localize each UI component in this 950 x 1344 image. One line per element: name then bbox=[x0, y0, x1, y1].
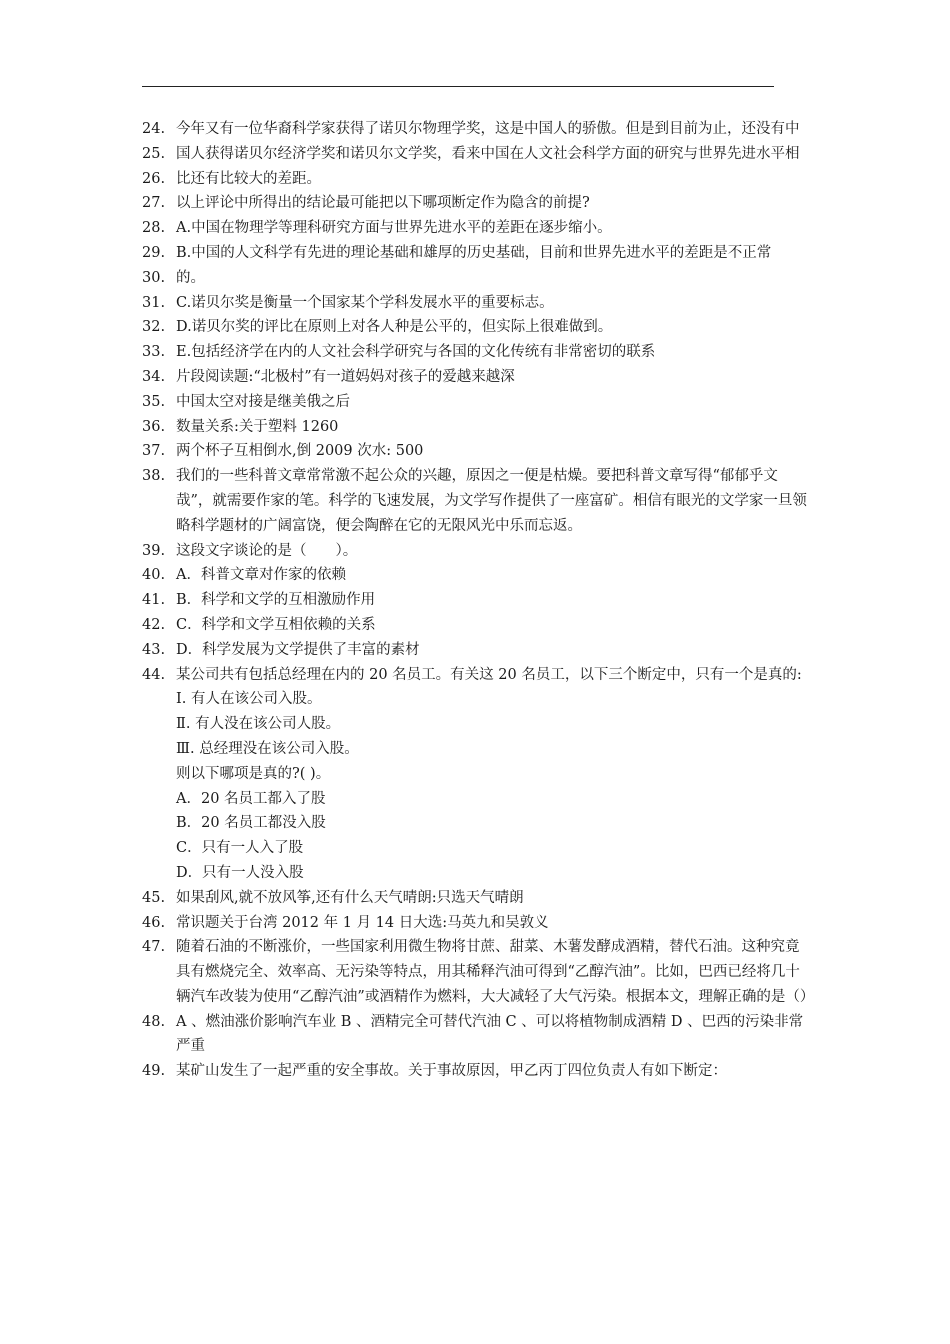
list-item bbox=[142, 241, 812, 266]
header-rule bbox=[142, 86, 774, 87]
item-number: 49. bbox=[142, 1063, 166, 1080]
item-text: 这段文字谈论的是（ ）。 bbox=[176, 542, 358, 559]
sub-item: Ⅲ. 总经理没在该公司入股。 bbox=[176, 740, 359, 757]
item-number: 24. bbox=[142, 121, 166, 137]
item-number: 37. bbox=[142, 443, 166, 460]
item-text: 两个杯子互相倒水,倒 2009 次水: 500 bbox=[176, 443, 424, 460]
item-text: 今年又有一位华裔科学家获得了诺贝尔物理学奖，这是中国人的骄傲。但是到目前为止，还没有中 bbox=[176, 121, 800, 137]
list-item bbox=[142, 315, 812, 340]
list-item bbox=[142, 439, 812, 464]
item-text: 我们的一些科普文章常常激不起公众的兴趣，原因之一便是枯燥。要把科普文章写得“郁郁乎文哉”，就需要作家的笔。科学的飞速发展，为文学写作提供了一座富矿。相信有眼光的文学家一旦领略科学题材的广阔富饶，便会陶醉在它的无限风光中乐而忘返。 bbox=[176, 468, 807, 534]
item-number: 47. bbox=[142, 939, 166, 956]
list-item bbox=[142, 216, 812, 241]
item-text: 中国太空对接是继美俄之后 bbox=[176, 393, 350, 410]
item-number: 38. bbox=[142, 468, 166, 485]
list-item bbox=[142, 638, 812, 663]
list-item bbox=[142, 663, 812, 688]
item-number: 40. bbox=[142, 567, 166, 584]
item-text: 数量关系:关于塑料 1260 bbox=[176, 418, 339, 435]
sub-item: D．只有一人没入股 bbox=[176, 864, 304, 881]
sub-item: A．20 名员工都入了股 bbox=[176, 790, 326, 807]
item-number: 30. bbox=[142, 269, 166, 286]
list-item bbox=[142, 266, 812, 291]
sub-item: B．20 名员工都没入股 bbox=[176, 815, 326, 832]
list-item bbox=[142, 464, 812, 538]
item-number: 48. bbox=[142, 1013, 166, 1030]
item-text: B.中国的人文科学有先进的理论基础和雄厚的历史基础，目前和世界先进水平的差距是不正常 bbox=[176, 244, 772, 261]
item-number: 43. bbox=[142, 641, 166, 658]
item-text: D．科学发展为文学提供了丰富的素材 bbox=[176, 641, 420, 658]
item-number: 28. bbox=[142, 220, 166, 237]
item-number: 27. bbox=[142, 195, 166, 212]
item-text: 某公司共有包括总经理在内的 20 名员工。有关这 20 名员工，以下三个断定中，只有一个是真的: bbox=[176, 666, 802, 683]
list-item bbox=[142, 613, 812, 638]
list-item bbox=[142, 588, 812, 613]
item-number: 34. bbox=[142, 368, 166, 385]
list-item bbox=[142, 563, 812, 588]
item-text: 常识题关于台湾 2012 年 1 月 14 日大选:马英九和吴敦义 bbox=[176, 914, 549, 931]
sub-item: Ⅱ. 有人没在该公司人股。 bbox=[176, 716, 341, 733]
item-text: 国人获得诺贝尔经济学奖和诺贝尔文学奖，看来中国在人文社会科学方面的研究与世界先进水平相 bbox=[176, 145, 800, 162]
item-text: C．科学和文学互相依赖的关系 bbox=[176, 616, 376, 633]
list-item bbox=[142, 1059, 812, 1084]
list-item bbox=[142, 415, 812, 440]
item-number: 35. bbox=[142, 393, 166, 410]
item-number: 44. bbox=[142, 666, 166, 683]
sub-item: Ⅰ. 有人在该公司入股。 bbox=[176, 691, 322, 708]
list-item bbox=[142, 365, 812, 390]
item-text: 的。 bbox=[176, 269, 205, 286]
list-item bbox=[142, 191, 812, 216]
item-text: A.中国在物理学等理科研究方面与世界先进水平的差距在逐步缩小。 bbox=[176, 220, 612, 237]
item-text: 如果刮风,就不放风筝,还有什么天气晴朗:只选天气晴朗 bbox=[176, 889, 524, 906]
item-number: 29. bbox=[142, 244, 166, 261]
item-number: 39. bbox=[142, 542, 166, 559]
item-text: A．科普文章对作家的依赖 bbox=[176, 567, 346, 584]
list-item bbox=[142, 142, 812, 167]
item-text: 比还有比较大的差距。 bbox=[176, 170, 321, 187]
document-body bbox=[142, 117, 815, 1084]
item-text: 随着石油的不断涨价，一些国家利用微生物将甘蔗、甜菜、木薯发酵成酒精，替代石油。这种究竟具有燃烧完全、效率高、无污染等特点，用其稀释汽油可得到“乙醇汽油”。比如，巴西已经将几十辆汽车改装为使用“乙醇汽油”或酒精作为燃料，大大减轻了大气污染。根据本文，理解正确的是（） bbox=[176, 939, 815, 1005]
item-number: 32. bbox=[142, 319, 166, 336]
list-item bbox=[142, 935, 815, 1009]
item-number: 36. bbox=[142, 418, 166, 435]
item-number: 25. bbox=[142, 145, 166, 162]
item-number: 31. bbox=[142, 294, 166, 311]
item-number: 26. bbox=[142, 170, 166, 187]
list-item bbox=[142, 886, 812, 911]
sub-item: 则以下哪项是真的?( )。 bbox=[176, 765, 331, 782]
item-number: 46. bbox=[142, 914, 166, 931]
item-text: 片段阅读题:“北极村”有一道妈妈对孩子的爱越来越深 bbox=[176, 368, 515, 385]
item-number: 41. bbox=[142, 592, 166, 609]
item-number: 33. bbox=[142, 344, 166, 361]
sub-item: C．只有一人入了股 bbox=[176, 840, 304, 857]
list-item bbox=[142, 911, 812, 936]
item-text: A 、燃油涨价影响汽车业 B 、酒精完全可替代汽油 C 、可以将植物制成酒精 D 、巴西的污染非常严重 bbox=[176, 1013, 804, 1055]
list-item bbox=[142, 539, 812, 564]
item-text: D.诺贝尔奖的评比在原则上对各人种是公平的，但实际上很难做到。 bbox=[176, 319, 613, 336]
list-item bbox=[142, 167, 812, 192]
item-number: 42. bbox=[142, 616, 166, 633]
list-item bbox=[142, 390, 812, 415]
list-item bbox=[142, 117, 812, 142]
item-number: 45. bbox=[142, 889, 166, 906]
list-item bbox=[142, 340, 812, 365]
list-item bbox=[142, 291, 812, 316]
item-text: E.包括经济学在内的人文社会科学研究与各国的文化传统有非常密切的联系 bbox=[176, 344, 656, 361]
item-text: B．科学和文学的互相激励作用 bbox=[176, 592, 376, 609]
list-item bbox=[142, 1010, 812, 1060]
item-text: C.诺贝尔奖是衡量一个国家某个学科发展水平的重要标志。 bbox=[176, 294, 554, 311]
item-text: 某矿山发生了一起严重的安全事故。关于事故原因，甲乙丙丁四位负责人有如下断定： bbox=[176, 1063, 727, 1080]
item-text: 以上评论中所得出的结论最可能把以下哪项断定作为隐含的前提? bbox=[176, 195, 590, 212]
